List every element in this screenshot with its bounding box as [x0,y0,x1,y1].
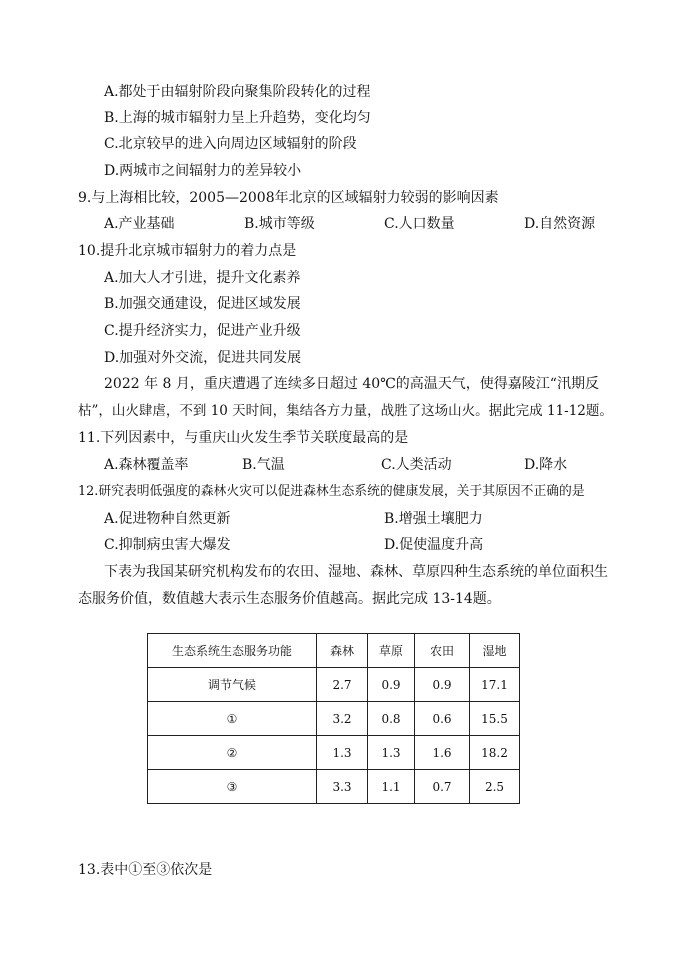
table-cell: 1.1 [368,770,415,804]
table-cell: 0.9 [368,668,415,702]
q12-stem: 12.研究表明低强度的森林火灾可以促进森林生态系统的健康发展，关于其原因不正确的是 [78,484,585,499]
table-cell: ① [148,702,317,736]
table-cell: ② [148,736,317,770]
q9-option-a: A.产业基础 [104,216,175,232]
table-cell: 1.3 [368,736,415,770]
ecosystem-service-table [147,633,520,804]
table-cell: 0.7 [415,770,470,804]
q9-option-d: D.自然资源 [524,216,596,232]
table-cell: 0.8 [368,702,415,736]
q12-options-row2 [0,535,688,555]
passage2-line2: 态服务价值，数值越大表示生态服务价值越高。据此完成 13-14题。 [78,591,501,607]
q11-options [0,455,688,475]
table-cell: 3.2 [317,702,368,736]
table-cell: 0.6 [415,702,470,736]
q9-stem: 9.与上海相比较，2005—2008年北京的区域辐射力较弱的影响因素 [78,190,499,206]
table-cell: ③ [148,770,317,804]
table-header-row [148,634,520,668]
q8-option-b: B.上海的城市辐射力呈上升趋势，变化均匀 [104,110,371,126]
q8-option-d: D.两城市之间辐射力的差异较小 [104,163,302,179]
q12-option-a: A.促进物种自然更新 [104,511,231,527]
q13-stem: 13.表中①至③依次是 [78,862,213,878]
q11-option-a: A.森林覆盖率 [104,457,189,473]
q10-option-c: C.提升经济实力，促进产业升级 [104,323,301,339]
table-cell: 调节气候 [148,668,317,702]
q10-option-a: A.加大人才引进，提升文化素养 [104,270,301,286]
q11-option-b: B.气温 [242,457,285,473]
q9-options [0,214,688,234]
q10-option-b: B.加强交通建设，促进区域发展 [104,296,301,312]
table-header-cell: 森林 [317,634,368,668]
passage1-line1: 2022 年 8 月，重庆遭遇了连续多日超过 40℃的高温天气，使得嘉陵江“汛期反 [104,376,599,392]
q11-option-c: C.人类活动 [381,457,452,473]
q12-option-b: B.增强土壤肥力 [384,511,483,527]
passage2-line1: 下表为我国某研究机构发布的农田、湿地、森林、草原四种生态系统的单位面积生 [104,564,608,580]
q12-options-row1 [0,509,688,529]
q9-option-b: B.城市等级 [244,216,315,232]
table-row [148,770,520,804]
table-cell: 2.7 [317,668,368,702]
q12-option-d: D.促使温度升高 [384,537,484,553]
passage1-line2: 枯”，山火肆虐，不到 10 天时间，集结各方力量，战胜了这场山火。据此完成 11-12题。 [78,403,613,419]
table-row [148,668,520,702]
table-header-cell: 湿地 [470,634,520,668]
table-cell: 2.5 [470,770,520,804]
q10-option-d: D.加强对外交流，促进共同发展 [104,350,302,366]
table-cell: 0.9 [415,668,470,702]
q12-option-c: C.抑制病虫害大爆发 [104,537,231,553]
table-cell: 15.5 [470,702,520,736]
q9-option-c: C.人口数量 [384,216,455,232]
q8-option-a: A.都处于由辐射阶段向聚集阶段转化的过程 [104,84,371,100]
table-cell: 1.3 [317,736,368,770]
table-header-cell: 生态系统生态服务功能 [148,634,317,668]
table-cell: 18.2 [470,736,520,770]
q11-stem: 11.下列因素中，与重庆山火发生季节关联度最高的是 [78,430,409,446]
table-header-cell: 草原 [368,634,415,668]
table-cell: 3.3 [317,770,368,804]
table-header-cell: 农田 [415,634,470,668]
table-row [148,736,520,770]
q10-stem: 10.提升北京城市辐射力的着力点是 [78,243,297,259]
table-row [148,702,520,736]
q8-option-c: C.北京较早的进入向周边区域辐射的阶段 [104,136,357,152]
table-cell: 17.1 [470,668,520,702]
table-cell: 1.6 [415,736,470,770]
q11-option-d: D.降水 [524,457,568,473]
